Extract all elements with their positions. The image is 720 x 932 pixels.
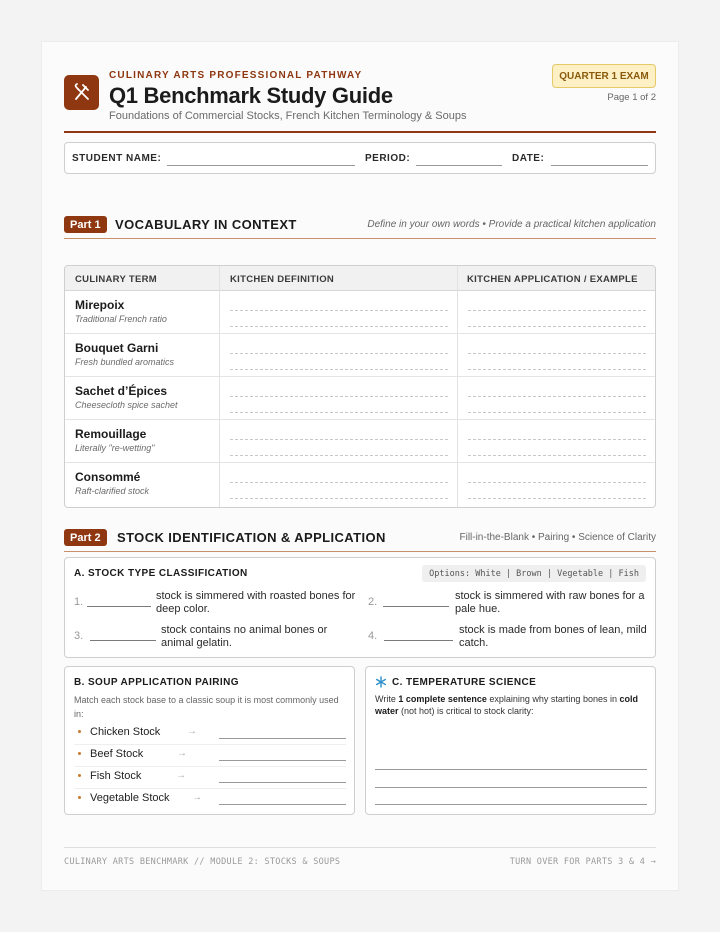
table-row [65, 463, 655, 506]
stock-label: Fish Stock [90, 770, 142, 782]
definition-line[interactable] [230, 498, 448, 499]
question-text: stock is simmered with roasted bones for deep color. [156, 590, 356, 615]
date-label: DATE: [512, 153, 545, 164]
definition-line[interactable] [230, 439, 448, 440]
application-line[interactable] [468, 482, 646, 483]
section-b-title: B. SOUP APPLICATION PAIRING [74, 677, 239, 688]
part1-rule [64, 238, 656, 239]
col-header-application: KITCHEN APPLICATION / EXAMPLE [467, 274, 638, 285]
part2-header [64, 529, 656, 551]
temperature-instructions [375, 693, 645, 717]
arrow-icon: → [177, 748, 187, 759]
question-number: 2. [368, 596, 378, 608]
pairing-row [74, 745, 346, 767]
question-number: 4. [368, 630, 378, 642]
footer-left: CULINARY ARTS BENCHMARK // MODULE 2: STOCKS & SOUPS [64, 857, 341, 867]
term-label: Mirepoix [75, 298, 125, 312]
part1-instructions: Define in your own words • Provide a practical kitchen application [367, 219, 656, 230]
table-row [65, 377, 655, 420]
vocabulary-table [64, 265, 656, 508]
soup-answer-line[interactable] [219, 804, 346, 805]
exam-badge: QUARTER 1 EXAM [552, 64, 656, 88]
instruction-text: (not hot) is critical to stock clarity: [398, 706, 534, 716]
table-row [65, 420, 655, 463]
instruction-emphasis: cold water [375, 694, 638, 716]
footer-rule [64, 847, 656, 848]
definition-line[interactable] [230, 412, 448, 413]
header [64, 64, 656, 132]
temperature-science-box [365, 666, 656, 815]
definition-line[interactable] [230, 353, 448, 354]
section-a-title: A. STOCK TYPE CLASSIFICATION [74, 568, 248, 579]
pairing-instructions: Match each stock base to a classic soup it is most commonly used in: [74, 695, 339, 719]
application-line[interactable] [468, 396, 646, 397]
table-row [65, 291, 655, 334]
stock-classification-box [64, 557, 656, 658]
term-hint: Fresh bundled aromatics [75, 357, 175, 367]
stock-label: Vegetable Stock [90, 792, 170, 804]
part2-rule [64, 551, 656, 552]
snowflake-icon [375, 675, 387, 687]
definition-line[interactable] [230, 310, 448, 311]
soup-answer-line[interactable] [219, 782, 346, 783]
term-hint: Cheesecloth spice sachet [75, 400, 178, 410]
question-number: 1. [74, 596, 84, 608]
student-name-label: STUDENT NAME: [72, 153, 162, 164]
application-line[interactable] [468, 498, 646, 499]
question-text: stock is made from bones of lean, mild catch. [459, 624, 647, 649]
period-field[interactable] [416, 165, 502, 166]
application-line[interactable] [468, 310, 646, 311]
period-label: PERIOD: [365, 153, 411, 164]
definition-line[interactable] [230, 455, 448, 456]
writing-line[interactable] [375, 769, 647, 770]
application-line[interactable] [468, 455, 646, 456]
term-hint: Raft-clarified stock [75, 486, 150, 496]
table-row [65, 334, 655, 377]
answer-blank[interactable] [383, 606, 449, 607]
arrow-icon: → [176, 770, 186, 781]
fork-knife-icon [64, 75, 99, 110]
writing-line[interactable] [375, 804, 647, 805]
part2-tag: Part 2 [64, 529, 107, 546]
definition-line[interactable] [230, 369, 448, 370]
term-label: Sachet d’Épices [75, 384, 168, 398]
writing-line[interactable] [375, 787, 647, 788]
bullet-dot [78, 796, 81, 799]
application-line[interactable] [468, 326, 646, 327]
program-kicker: CULINARY ARTS PROFESSIONAL PATHWAY [109, 70, 363, 81]
soup-answer-line[interactable] [219, 738, 346, 739]
question-text: stock contains no animal bones or animal gelatin. [161, 624, 328, 649]
application-line[interactable] [468, 369, 646, 370]
pairing-row [74, 767, 346, 789]
question-text: stock is simmered with raw bones for a pale hue. [455, 590, 645, 615]
term-hint: Traditional French ratio [75, 314, 167, 324]
term-label: Remouillage [75, 427, 147, 441]
arrow-icon: → [187, 726, 197, 737]
stock-label: Beef Stock [90, 748, 144, 760]
pairing-row [74, 723, 346, 745]
date-field[interactable] [551, 165, 648, 166]
part1-title: VOCABULARY IN CONTEXT [115, 217, 297, 232]
stock-label: Chicken Stock [90, 726, 161, 738]
application-line[interactable] [468, 412, 646, 413]
bullet-dot [78, 752, 81, 755]
page-number: Page 1 of 2 [607, 92, 656, 103]
answer-blank[interactable] [384, 640, 453, 641]
header-rule [64, 131, 656, 133]
definition-line[interactable] [230, 326, 448, 327]
part2-instructions: Fill-in-the-Blank • Pairing • Science of Clarity [459, 532, 656, 543]
soup-answer-line[interactable] [219, 760, 346, 761]
instruction-text: Write [375, 694, 399, 704]
worksheet-page [42, 42, 678, 890]
options-chip: Options: White | Brown | Vegetable | Fish [422, 565, 646, 582]
worksheet-content [64, 64, 656, 867]
footer-right: TURN OVER FOR PARTS 3 & 4 → [509, 857, 656, 867]
part2-title: STOCK IDENTIFICATION & APPLICATION [117, 530, 386, 545]
page-title: Q1 Benchmark Study Guide [109, 83, 393, 108]
term-label: Consommé [75, 470, 141, 484]
application-line[interactable] [468, 353, 646, 354]
question-number: 3. [74, 630, 84, 642]
answer-blank[interactable] [87, 606, 151, 607]
bullet-dot [78, 730, 81, 733]
term-label: Bouquet Garni [75, 341, 159, 355]
term-hint: Literally "re-wetting" [75, 443, 155, 453]
pairing-row [74, 789, 346, 811]
arrow-icon: → [192, 792, 202, 803]
col-header-definition: KITCHEN DEFINITION [230, 274, 335, 285]
definition-line[interactable] [230, 396, 448, 397]
answer-blank[interactable] [90, 640, 156, 641]
soup-pairing-box [64, 666, 355, 815]
col-header-term: CULINARY TERM [75, 274, 158, 285]
instruction-text: explaining why starting bones in [486, 694, 620, 704]
part1-tag: Part 1 [64, 216, 107, 233]
bullet-dot [78, 774, 81, 777]
application-line[interactable] [468, 439, 646, 440]
page-subtitle: Foundations of Commercial Stocks, French Kitchen Terminology & Soups [109, 110, 467, 122]
definition-line[interactable] [230, 482, 448, 483]
table-header [65, 266, 655, 291]
student-name-field[interactable] [167, 165, 355, 166]
section-c-title: C. TEMPERATURE SCIENCE [392, 677, 537, 688]
part1-header [64, 216, 656, 238]
student-info-box [64, 142, 656, 174]
instruction-emphasis: 1 complete sentence [398, 694, 487, 704]
